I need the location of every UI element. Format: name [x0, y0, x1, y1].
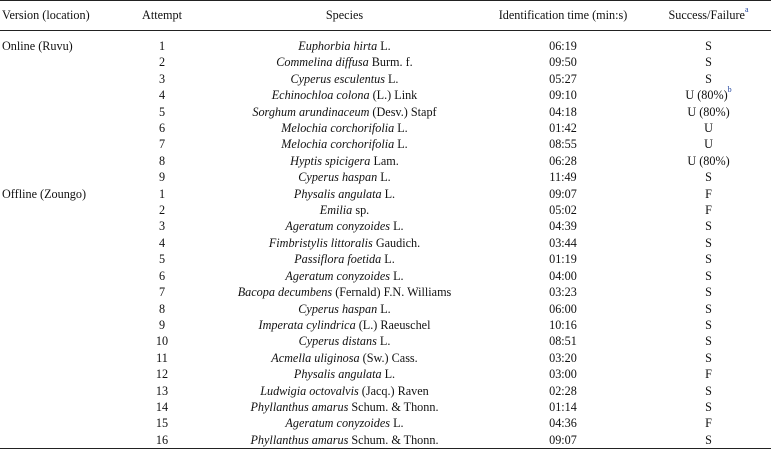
table-row	[0, 317, 771, 333]
cell-version	[0, 383, 117, 399]
cell-identification-time: 09:50	[549, 55, 577, 70]
cell-identification-time: 05:02	[549, 203, 577, 218]
cell-species	[207, 350, 482, 366]
result-value: F	[705, 367, 712, 382]
cell-attempt: 13	[155, 383, 169, 398]
table-row	[0, 235, 771, 251]
species-authority: L.	[381, 186, 396, 201]
cell-identification-time: 01:14	[549, 399, 577, 414]
result-value: U (80%)	[687, 153, 730, 168]
species-authority: (L.) Link	[369, 88, 418, 103]
cell-success-failure	[644, 268, 771, 284]
result-value: U	[704, 121, 713, 136]
result-value: S	[705, 383, 712, 398]
cell-attempt: 5	[158, 104, 166, 119]
cell-version	[0, 399, 117, 415]
header-attempt: Attempt	[117, 1, 207, 31]
cell-species	[207, 153, 482, 169]
table-row	[0, 268, 771, 284]
cell-species	[207, 317, 482, 333]
species-scientific-name: Melochia corchorifolia	[281, 137, 395, 152]
result-value: S	[705, 350, 712, 365]
table-row	[0, 120, 771, 136]
table-row	[0, 87, 771, 103]
species-scientific-name: Physalis angulata	[293, 367, 382, 382]
cell-species	[207, 383, 482, 399]
species-authority: sp.	[352, 203, 370, 218]
result-value: S	[705, 170, 712, 185]
species-authority: L.	[377, 301, 391, 316]
species-scientific-name: Phyllanthus amarus	[250, 399, 349, 414]
cell-version	[0, 54, 117, 70]
cell-attempt: 16	[117, 432, 207, 449]
cell-attempt: 7	[158, 137, 166, 152]
species-scientific-name: Emilia	[319, 203, 353, 218]
species-scientific-name: Passiflora foetida	[294, 252, 382, 267]
table-row	[0, 399, 771, 415]
cell-species	[207, 399, 482, 415]
cell-identification-time: 09:07	[482, 432, 644, 449]
cell-version	[0, 317, 117, 333]
species-scientific-name: Phyllanthus amarus	[250, 432, 349, 447]
cell-attempt: 8	[158, 153, 166, 168]
result-value: U	[704, 137, 713, 152]
species-authority: (Fernald) F.N. Williams	[332, 285, 452, 300]
cell-species	[207, 284, 482, 300]
cell-version	[0, 87, 117, 103]
cell-attempt: 12	[155, 367, 169, 382]
species-authority: L.	[394, 137, 408, 152]
cell-identification-time: 08:55	[549, 137, 577, 152]
cell-success-failure	[644, 169, 771, 185]
cell-attempt: 1	[158, 39, 166, 53]
cell-species	[207, 186, 482, 202]
cell-success-failure	[644, 120, 771, 136]
cell-version	[0, 301, 117, 317]
species-authority: L.	[390, 416, 404, 431]
result-value: S	[705, 268, 712, 283]
species-authority: L.	[394, 121, 408, 136]
cell-species	[207, 169, 482, 185]
table-row	[0, 153, 771, 169]
cell-success-failure	[644, 383, 771, 399]
cell-success-failure	[644, 71, 771, 87]
table-row	[0, 169, 771, 185]
table-row	[0, 350, 771, 366]
table-row	[0, 186, 771, 202]
cell-success-failure	[644, 54, 771, 70]
species-authority: L.	[377, 39, 391, 53]
cell-attempt: 15	[155, 416, 169, 431]
species-scientific-name: Echinochloa colona	[271, 88, 370, 103]
result-value: S	[705, 252, 712, 267]
footnote-marker-b: b	[727, 85, 732, 95]
result-value: S	[705, 235, 712, 250]
cell-species	[207, 218, 482, 234]
cell-version	[0, 432, 117, 449]
species-scientific-name: Imperata cylindrica	[258, 317, 356, 332]
cell-success-failure	[644, 153, 771, 169]
species-authority: Schum. & Thonn.	[348, 432, 439, 447]
table-row	[0, 251, 771, 267]
footnote-marker-a: a	[744, 4, 749, 14]
header-row	[0, 1, 771, 31]
species-authority: L.	[390, 219, 404, 234]
species-scientific-name: Acmella uliginosa	[271, 350, 360, 365]
table-row	[0, 202, 771, 218]
table-row	[0, 415, 771, 431]
cell-species	[207, 120, 482, 136]
cell-identification-time: 06:28	[549, 153, 577, 168]
cell-success-failure	[644, 31, 771, 55]
species-scientific-name: Commelina diffusa	[276, 55, 369, 70]
cell-species	[207, 202, 482, 218]
result-value: F	[705, 186, 712, 201]
species-authority: Gaudich.	[372, 235, 421, 250]
header-species: Species	[207, 1, 482, 31]
result-value: S	[705, 219, 712, 234]
cell-attempt: 7	[158, 285, 166, 300]
cell-identification-time: 04:18	[549, 104, 577, 119]
cell-species	[207, 235, 482, 251]
header-success-failure-label: Success/Failure	[668, 8, 745, 22]
cell-version: Offline (Zoungo)	[2, 186, 87, 201]
cell-attempt: 5	[158, 252, 166, 267]
species-scientific-name: Ageratum conyzoides	[285, 416, 391, 431]
species-authority: Burm. f.	[368, 55, 413, 70]
species-authority: L.	[390, 268, 404, 283]
species-scientific-name: Sorghum arundinaceum	[252, 104, 370, 119]
cell-species	[207, 104, 482, 120]
species-authority: L.	[384, 71, 399, 86]
cell-identification-time: 11:49	[549, 170, 577, 185]
cell-attempt: 3	[158, 71, 166, 86]
cell-species	[207, 87, 482, 103]
cell-attempt: 4	[158, 88, 166, 103]
table-row	[0, 104, 771, 120]
species-scientific-name: Physalis angulata	[293, 186, 382, 201]
result-value: F	[705, 416, 712, 431]
cell-success-failure	[644, 235, 771, 251]
cell-version	[0, 350, 117, 366]
species-scientific-name: Cyperus haspan	[298, 170, 378, 185]
table-row	[0, 218, 771, 234]
cell-success-failure	[644, 415, 771, 431]
cell-version	[0, 268, 117, 284]
result-value: U (80%)	[687, 104, 730, 119]
cell-version	[0, 153, 117, 169]
cell-identification-time: 10:16	[549, 317, 577, 332]
cell-version	[0, 104, 117, 120]
cell-identification-time: 08:51	[549, 334, 577, 349]
cell-attempt: 6	[158, 121, 166, 136]
header-identification-time: Identification time (min:s)	[482, 1, 644, 31]
cell-identification-time: 05:27	[549, 71, 577, 86]
species-scientific-name: Fimbristylis littoralis	[268, 235, 373, 250]
cell-species	[207, 136, 482, 152]
cell-species	[207, 432, 482, 449]
result-value: F	[705, 203, 712, 218]
cell-identification-time: 01:42	[549, 121, 577, 136]
species-authority: L.	[377, 170, 391, 185]
header-success-failure	[644, 1, 771, 31]
cell-attempt: 2	[158, 55, 166, 70]
cell-species	[207, 251, 482, 267]
header-version: Version (location)	[0, 1, 117, 31]
cell-version	[0, 136, 117, 152]
table-row	[0, 54, 771, 70]
table-row	[0, 136, 771, 152]
cell-version	[0, 202, 117, 218]
cell-attempt: 9	[158, 170, 166, 185]
species-authority: Schum. & Thonn.	[348, 399, 439, 414]
result-value: S	[705, 432, 712, 447]
species-authority: (Jacq.) Raven	[358, 383, 429, 398]
result-value: S	[705, 399, 712, 414]
result-value: S	[705, 334, 712, 349]
cell-attempt: 9	[158, 317, 166, 332]
table-row	[0, 31, 771, 55]
table-row	[0, 333, 771, 349]
cell-success-failure	[644, 202, 771, 218]
cell-species	[207, 333, 482, 349]
cell-success-failure	[644, 87, 771, 103]
species-scientific-name: Ludwigia octovalvis	[260, 383, 359, 398]
species-scientific-name: Ageratum conyzoides	[285, 219, 391, 234]
cell-identification-time: 03:20	[549, 350, 577, 365]
species-authority: (Desv.) Stapf	[369, 104, 437, 119]
cell-success-failure	[644, 218, 771, 234]
species-authority: Lam.	[370, 153, 399, 168]
cell-success-failure	[644, 317, 771, 333]
cell-species	[207, 366, 482, 382]
cell-success-failure	[644, 186, 771, 202]
result-value: S	[705, 285, 712, 300]
cell-identification-time: 04:36	[549, 416, 577, 431]
cell-identification-time: 03:44	[549, 235, 577, 250]
cell-attempt: 1	[158, 186, 166, 201]
cell-attempt: 4	[158, 235, 166, 250]
result-value: S	[705, 55, 712, 70]
table-row	[0, 301, 771, 317]
cell-attempt: 14	[155, 399, 169, 414]
cell-version: Online (Ruvu)	[2, 39, 73, 53]
cell-version	[0, 284, 117, 300]
cell-version	[0, 235, 117, 251]
species-scientific-name: Bacopa decumbens	[237, 285, 333, 300]
cell-identification-time: 02:28	[549, 383, 577, 398]
cell-species	[207, 31, 482, 55]
cell-success-failure	[644, 366, 771, 382]
species-scientific-name: Euphorbia hirta	[298, 39, 378, 53]
cell-identification-time: 03:00	[549, 367, 577, 382]
result-value: S	[705, 71, 712, 86]
table-row	[0, 432, 771, 449]
cell-species	[207, 415, 482, 431]
cell-version	[0, 71, 117, 87]
table-row	[0, 71, 771, 87]
cell-success-failure	[644, 432, 771, 449]
cell-attempt: 11	[156, 350, 168, 365]
cell-version	[0, 218, 117, 234]
cell-success-failure	[644, 350, 771, 366]
cell-success-failure	[644, 251, 771, 267]
species-scientific-name: Hyptis spicigera	[290, 153, 371, 168]
cell-species	[207, 268, 482, 284]
species-scientific-name: Melochia corchorifolia	[281, 121, 395, 136]
species-authority: L.	[381, 367, 396, 382]
cell-identification-time: 06:19	[549, 39, 577, 53]
table-row	[0, 366, 771, 382]
result-value: S	[705, 301, 712, 316]
cell-attempt: 6	[158, 268, 166, 283]
species-authority: L.	[376, 334, 391, 349]
result-value: S	[705, 317, 712, 332]
cell-version	[0, 415, 117, 431]
cell-identification-time: 06:00	[549, 301, 577, 316]
cell-identification-time: 04:00	[549, 268, 577, 283]
cell-success-failure	[644, 301, 771, 317]
species-authority: L.	[381, 252, 395, 267]
species-authority: (Sw.) Cass.	[359, 350, 418, 365]
cell-attempt: 3	[158, 219, 166, 234]
cell-species	[207, 301, 482, 317]
cell-identification-time: 09:07	[549, 186, 577, 201]
cell-version	[0, 169, 117, 185]
cell-success-failure	[644, 399, 771, 415]
species-scientific-name: Cyperus esculentus	[290, 71, 385, 86]
cell-attempt: 10	[155, 334, 169, 349]
cell-success-failure	[644, 104, 771, 120]
species-authority: (L.) Raeuschel	[355, 317, 431, 332]
cell-attempt: 8	[158, 301, 166, 316]
cell-version	[0, 120, 117, 136]
result-value: S	[705, 39, 712, 53]
cell-attempt: 2	[158, 203, 166, 218]
table-row	[0, 383, 771, 399]
table-header	[0, 1, 771, 31]
cell-success-failure	[644, 333, 771, 349]
table-row	[0, 284, 771, 300]
cell-species	[207, 54, 482, 70]
result-value: U (80%)	[685, 88, 728, 103]
cell-species	[207, 71, 482, 87]
cell-identification-time: 01:19	[549, 252, 577, 267]
cell-success-failure	[644, 284, 771, 300]
cell-identification-time: 03:23	[549, 285, 577, 300]
cell-version	[0, 366, 117, 382]
table-body	[0, 31, 771, 449]
cell-version	[0, 333, 117, 349]
species-scientific-name: Cyperus distans	[298, 334, 377, 349]
cell-version	[0, 251, 117, 267]
cell-identification-time: 04:39	[549, 219, 577, 234]
species-scientific-name: Ageratum conyzoides	[285, 268, 391, 283]
cell-success-failure	[644, 136, 771, 152]
cell-identification-time: 09:10	[549, 88, 577, 103]
species-scientific-name: Cyperus haspan	[298, 301, 378, 316]
